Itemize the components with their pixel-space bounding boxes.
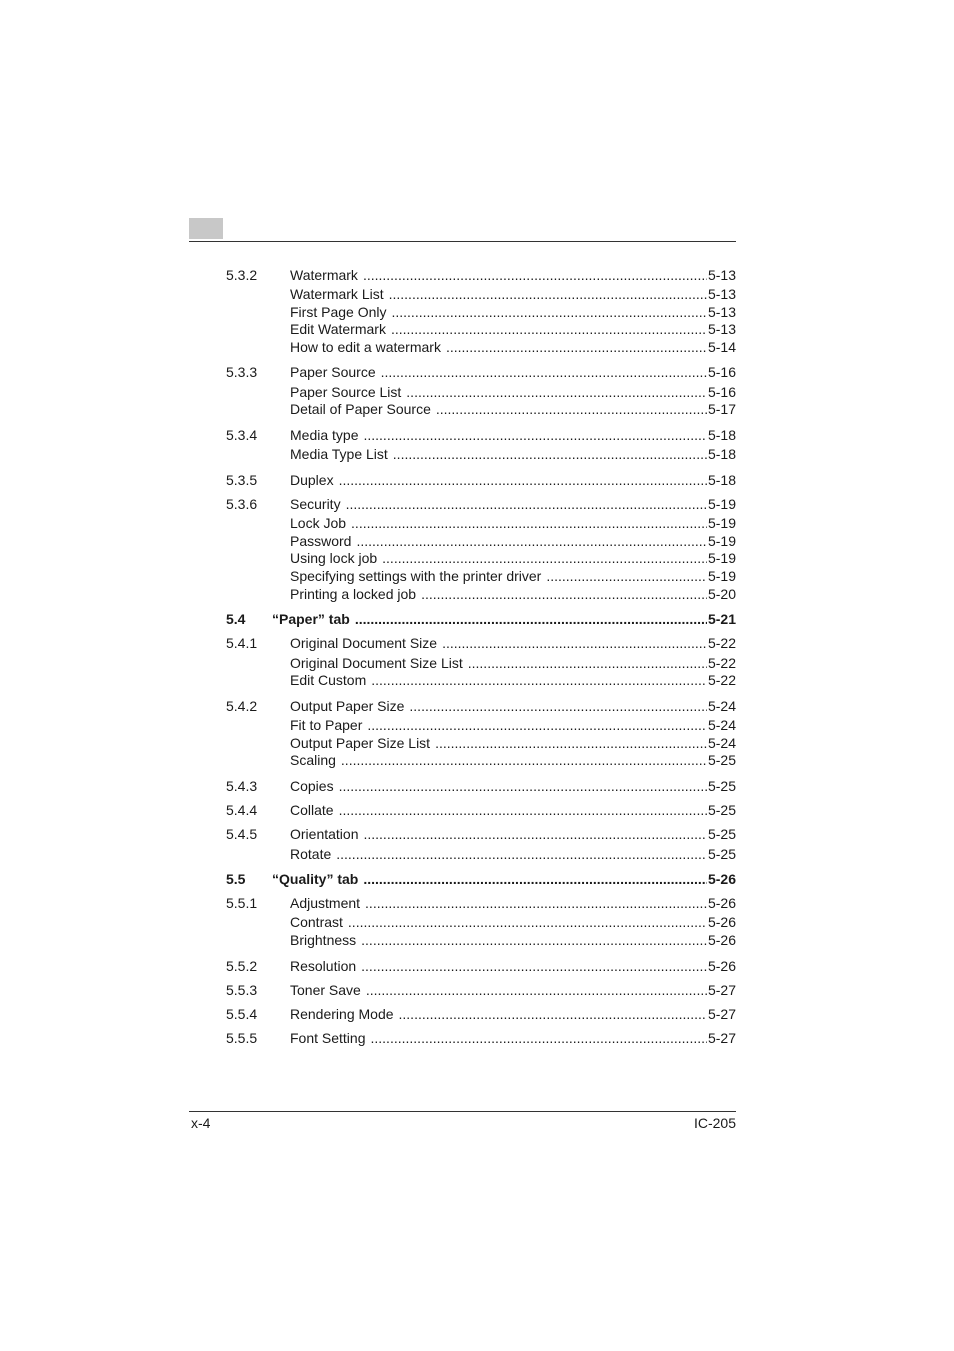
toc-entry[interactable] [226,549,736,567]
toc-entry-number: 5.3.3 [226,364,258,380]
toc-entry-page: 5-26 [707,895,736,911]
toc-entry-number: 5.4.5 [226,826,258,842]
dot-leader [367,716,707,734]
toc-entry-title: Edit Custom [290,672,367,688]
dot-leader [351,514,707,532]
toc-entry-page: 5-16 [707,384,736,400]
dot-leader [346,495,707,513]
toc-entry-page: 5-27 [707,982,736,998]
toc-entry[interactable] [226,266,736,284]
toc-entry-title: Rendering Mode [290,1006,394,1022]
toc-entry-page: 5-27 [707,1030,736,1046]
toc-entry-line [290,801,736,819]
toc-entry-line [290,894,736,912]
toc-entry[interactable] [226,532,736,550]
toc-entry-line [290,549,736,567]
dot-leader [366,981,707,999]
toc-entry-page: 5-19 [707,550,736,566]
toc-entry-line [290,285,736,303]
toc-entry-title: Edit Watermark [290,321,386,337]
toc-entry-line [290,1029,736,1047]
toc-entry-number: 5.3.4 [226,427,258,443]
toc-entry[interactable] [226,957,736,975]
toc-entry-number: 5.5.1 [226,895,258,911]
toc-entry[interactable] [226,981,736,999]
toc-entry[interactable] [226,734,736,752]
toc-entry-title: Resolution [290,958,357,974]
toc-entry-page: 5-26 [707,932,736,948]
toc-section-entry[interactable] [226,610,736,628]
toc-entry-number: 5.4 [226,611,246,627]
toc-entry[interactable] [226,845,736,863]
toc-section-entry[interactable] [226,870,736,888]
toc-entry-page: 5-22 [707,655,736,671]
product-name: IC-205 [693,1115,736,1131]
toc-entry-line [290,751,736,769]
toc-entry-title: Paper Source [290,364,376,380]
toc-entry-title: Password [290,533,352,549]
toc-entry-title: Toner Save [290,982,361,998]
toc-entry-page: 5-19 [707,515,736,531]
toc-entry-title: “Quality” tab [272,871,359,887]
toc-entry-number: 5.5 [226,871,246,887]
toc-entry[interactable] [226,363,736,381]
toc-entry[interactable] [226,426,736,444]
toc-entry[interactable] [226,585,736,603]
dot-leader [365,894,707,912]
toc-entry-line [290,716,736,734]
toc-entry-title: Original Document Size List [290,655,463,671]
toc-entry-page: 5-25 [707,826,736,842]
toc-entry-title: Adjustment [290,895,361,911]
toc-entry-line [290,913,736,931]
footer-rule [189,1111,736,1112]
toc-entry-title: Original Document Size [290,635,438,651]
toc-entry[interactable] [226,338,736,356]
toc-entry-line [290,654,736,672]
toc-entry[interactable] [226,285,736,303]
dot-leader [381,363,707,381]
toc-entry-title: Using lock job [290,550,378,566]
toc-entry-line [290,426,736,444]
toc-entry-line [272,610,736,628]
toc-entry-page: 5-13 [707,304,736,320]
toc-entry-line [272,870,736,888]
toc-entry-line [290,495,736,513]
toc-entry[interactable] [226,894,736,912]
toc-entry-title: Collate [290,802,334,818]
toc-entry-number: 5.5.2 [226,958,258,974]
page-number: x-4 [191,1115,211,1131]
toc-entry-title: Printing a locked job [290,586,417,602]
toc-entry-title: Media Type List [290,446,388,462]
toc-entry-title: Detail of Paper Source [290,401,431,417]
toc-entry-page: 5-20 [707,586,736,602]
toc-entry[interactable] [226,320,736,338]
toc-entry-line [290,338,736,356]
toc-entry-title: Contrast [290,914,343,930]
toc-entry-line [290,363,736,381]
dot-leader [361,931,707,949]
dot-leader [546,567,707,585]
dot-leader [399,1005,707,1023]
toc-entry-line [290,671,736,689]
dot-leader [382,549,707,567]
toc-entry-title: Duplex [290,472,334,488]
toc-entry-page: 5-19 [707,568,736,584]
toc-entry-title: How to edit a watermark [290,339,441,355]
dot-leader [391,320,707,338]
toc-entry-line [290,514,736,532]
dot-leader [409,697,707,715]
toc-entry-page: 5-18 [707,472,736,488]
toc-entry-title: Brightness [290,932,357,948]
toc-entry-number: 5.4.1 [226,635,258,651]
toc-entry-line [290,957,736,975]
toc-entry[interactable] [226,400,736,418]
toc-entry-page: 5-25 [707,802,736,818]
toc-entry-line [290,320,736,338]
toc-entry-title: Specifying settings with the printer driver [290,568,542,584]
dot-leader [391,303,706,321]
toc-entry-page: 5-19 [707,496,736,512]
toc-entry-line [290,825,736,843]
toc-entry-title: Security [290,496,341,512]
dot-leader [393,445,707,463]
toc-entry-page: 5-25 [707,752,736,768]
toc-entry-line [290,634,736,652]
dot-leader [442,634,707,652]
toc-entry[interactable] [226,567,736,585]
toc-entry-number: 5.4.2 [226,698,258,714]
dot-leader [356,532,707,550]
toc-entry-line [290,931,736,949]
dot-leader [363,266,707,284]
dot-leader [406,383,707,401]
dot-leader [339,777,707,795]
toc-entry-line [290,400,736,418]
toc-entry[interactable] [226,303,736,321]
toc-entry-page: 5-26 [707,958,736,974]
dot-leader [363,426,706,444]
toc-entry-page: 5-24 [707,698,736,714]
toc-entry-page: 5-25 [707,846,736,862]
toc-entry-line [290,383,736,401]
toc-entry-line [290,734,736,752]
toc-entry-title: Orientation [290,826,359,842]
toc-entry-page: 5-21 [707,611,736,627]
dot-leader [371,1029,707,1047]
toc-entry-line [290,697,736,715]
toc-entry-title: Scaling [290,752,336,768]
toc-entry-line [290,471,736,489]
dot-leader [371,671,707,689]
toc-entry-page: 5-25 [707,778,736,794]
toc-entry-page: 5-19 [707,533,736,549]
toc-entry-page: 5-22 [707,672,736,688]
toc-entry[interactable] [226,931,736,949]
toc-entry[interactable] [226,671,736,689]
toc-entry-page: 5-13 [707,321,736,337]
toc-entry-number: 5.3.5 [226,472,258,488]
toc-entry-page: 5-13 [707,286,736,302]
dot-leader [389,285,707,303]
toc-entry-title: Output Paper Size [290,698,405,714]
dot-leader [336,845,707,863]
toc-entry-line [290,1005,736,1023]
dot-leader [468,654,707,672]
dot-leader [339,471,707,489]
dot-leader [363,825,706,843]
toc-entry[interactable] [226,654,736,672]
toc-entry[interactable] [226,495,736,513]
dot-leader [446,338,707,356]
dot-leader [361,957,707,975]
toc-entry-page: 5-14 [707,339,736,355]
toc-entry[interactable] [226,471,736,489]
toc-entry[interactable] [226,716,736,734]
toc-entry[interactable] [226,777,736,795]
dot-leader [348,913,707,931]
toc-entry[interactable] [226,445,736,463]
toc-entry-title: Lock Job [290,515,347,531]
toc-entry-page: 5-24 [707,717,736,733]
toc-entry-line [290,266,736,284]
toc-entry-title: First Page Only [290,304,387,320]
toc-entry-line [290,532,736,550]
toc-entry-line [290,845,736,863]
dot-leader [339,801,707,819]
toc-entry-page: 5-18 [707,446,736,462]
toc-entry-page: 5-27 [707,1006,736,1022]
toc-entry[interactable] [226,634,736,652]
toc-entry-number: 5.5.3 [226,982,258,998]
toc-entry-title: “Paper” tab [272,611,350,627]
dot-leader [363,870,707,888]
toc-entry-title: Media type [290,427,359,443]
toc-entry-number: 5.4.3 [226,778,258,794]
toc-entry-title: Fit to Paper [290,717,363,733]
dot-leader [341,751,707,769]
toc-entry-title: Copies [290,778,334,794]
toc-entry[interactable] [226,383,736,401]
toc-entry-number: 5.3.2 [226,267,258,283]
toc-entry-line [290,567,736,585]
toc-entry-title: Watermark [290,267,358,283]
toc-entry-page: 5-17 [707,401,736,417]
toc-entry[interactable] [226,1029,736,1047]
dot-leader [435,734,707,752]
toc-entry-number: 5.5.4 [226,1006,258,1022]
toc-entry[interactable] [226,1005,736,1023]
toc-entry-line [290,981,736,999]
toc-entry-page: 5-26 [707,914,736,930]
toc-entry-page: 5-24 [707,735,736,751]
toc-entry[interactable] [226,751,736,769]
toc-entry[interactable] [226,913,736,931]
toc-entry-number: 5.3.6 [226,496,258,512]
toc-entry[interactable] [226,697,736,715]
toc-entry-line [290,303,736,321]
toc-entry[interactable] [226,801,736,819]
toc-entry-line [290,777,736,795]
toc-entry-title: Font Setting [290,1030,366,1046]
dot-leader [421,585,707,603]
toc-entry-title: Rotate [290,846,332,862]
toc-entry-title: Output Paper Size List [290,735,431,751]
toc-entry-number: 5.5.5 [226,1030,258,1046]
toc-entry-title: Watermark List [290,286,384,302]
toc-entry-number: 5.4.4 [226,802,258,818]
toc-entry-page: 5-26 [707,871,736,887]
toc-entry[interactable] [226,825,736,843]
dot-leader [355,610,707,628]
toc-entry[interactable] [226,514,736,532]
toc-entry-line [290,445,736,463]
toc-entry-page: 5-18 [707,427,736,443]
dot-leader [436,400,707,418]
toc-entry-title: Paper Source List [290,384,402,400]
toc-entry-page: 5-13 [707,267,736,283]
toc-entry-page: 5-22 [707,635,736,651]
toc-entry-line [290,585,736,603]
toc-entry-page: 5-16 [707,364,736,380]
